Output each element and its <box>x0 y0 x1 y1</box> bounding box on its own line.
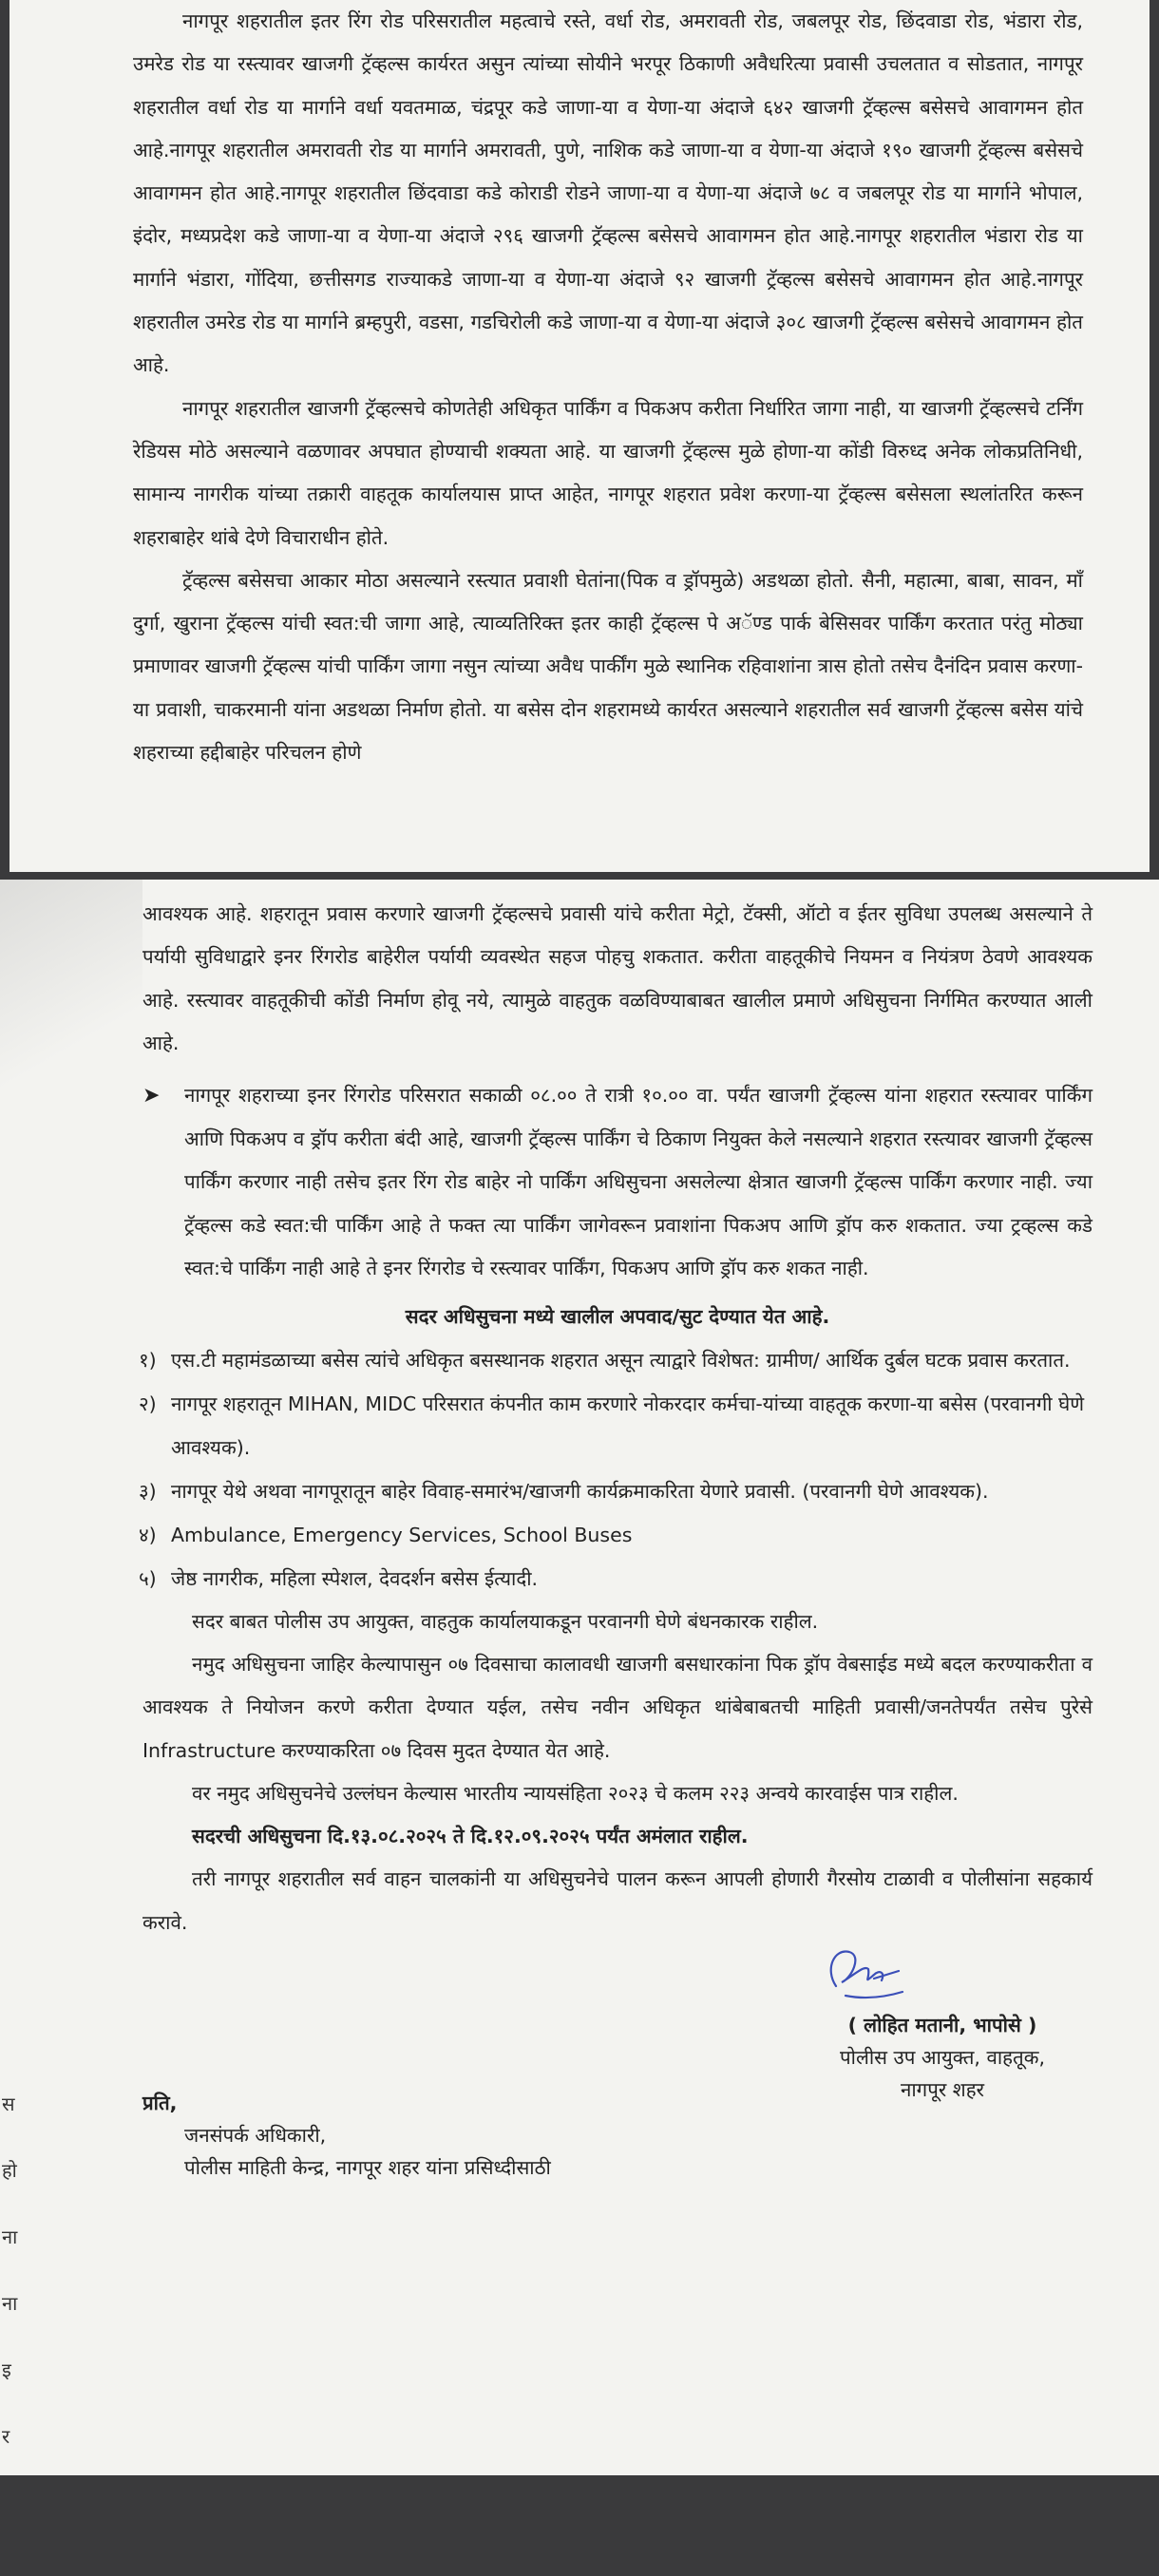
arrowhead-bullet-icon: ➤ <box>142 1084 161 1108</box>
margin-fragment: ना <box>2 2292 18 2315</box>
margin-fragment: इ <box>2 2358 11 2381</box>
signatory-details <box>840 2009 1045 2106</box>
exceptions-list <box>139 1338 1092 1601</box>
list-item-text: नागपूर शहरातून MIHAN, MIDC परिसरात कंपनीत काम करणारे नोकरदार कर्मचा-यांच्या वाहतूक करणा-या बसेस (परवानगी घेणे आवश्यक). <box>171 1392 1085 1459</box>
list-item-number: १) <box>139 1348 157 1372</box>
signatory-city: नागपूर शहर <box>901 2078 984 2102</box>
list-item-number: ३) <box>139 1479 157 1503</box>
recipient-line: पोलीस माहिती केन्द्र, नागपूर शहर यांना प्रसिध्दीसाठी <box>184 2156 551 2180</box>
paragraph-bus-routes: नागपूर शहरातील इतर रिंग रोड परिसरातील महत्वाचे रस्ते, वर्धा रोड, अमरावती रोड, जबलपूर रोड, छिंदवाडा रोड, भंडारा रोड, उमरेड रोड या रस्त्यावर खाजगी ट्रॅव्हल्स कार्यरत असुन त्यांच्या सोयीने भरपूर ठिकाणी अवैधरित्या प्रवासी उचलतात व सोडतात, नागपूर शहरातील वर्धा रोड या मार्गाने वर्धा यवतमाळ, चंद्रपूर कडे जाणा-या व येणा-या अंदाजे ६४२ खाजगी ट्रॅव्हल्स बसेसचे आवागमन होत आहे.नागपूर शहरातील अमरावती रोड या मार्गाने अमरावती, पुणे, नाशिक कडे जाणा-या व येणा-या अंदाजे १९० खाजगी ट्रॅव्हल्स बसेसचे आवागमन होत आहे.नागपूर शहरातील छिंदवाडा कडे कोराडी रोडने जाणा-या व येणा-या अंदाजे ७८ व जबलपूर रोड या मार्गाने भोपाल, इंदोर, मध्यप्रदेश कडे जाणा-या व येणा-या अंदाजे २९६ खाजगी ट्रॅव्हल्स बसेसचे आवागमन होत आहे.नागपूर शहरातील भंडारा रोड या मार्गाने भंडारा, गोंदिया, छत्तीसगड राज्याकडे जाणा-या व येणा-या अंदाजे ९२ खाजगी ट्रॅव्हल्स बसेसचे आवागमन होत आहे.नागपूर शहरातील उमरेड रोड या मार्गाने ब्रम्हपुरी, वडसा, गडचिरोली कडे जाणा-या व येणा-या अंदाजे ३०८ खाजगी ट्रॅव्हल्स बसेसचे आवागमन होत आहे. <box>133 9 1083 377</box>
exceptions-heading: सदर अधिसुचना मध्ये खालील अपवाद/सुट देण्यात येत आहे. <box>405 1304 830 1328</box>
handwritten-signature <box>808 1941 912 2007</box>
recipient-line: जनसंपर्क अधिकारी, <box>184 2124 327 2148</box>
margin-fragment: ना <box>2 2226 18 2248</box>
paragraph-penalty: वर नमुद अधिसुचनेचे उल्लंघन केल्यास भारतीय न्यायसंहिता २०२३ चे कलम २२३ अन्वये कारवाईस पात्र राहील. <box>192 1781 959 1805</box>
list-item-number: ४) <box>139 1523 157 1546</box>
document-page-1 <box>10 0 1150 872</box>
list-item <box>139 1469 1092 1513</box>
margin-fragment: र <box>2 2425 10 2448</box>
recipient-label: प्रति, <box>142 2092 178 2115</box>
paragraph-permission: सदर बाबत पोलीस उप आयुक्त, वाहतुक कार्यालयाकडून परवानगी घेणे बंधनकारक राहील. <box>192 1609 819 1633</box>
list-item-text: Ambulance, Emergency Services, School Buses <box>171 1523 633 1546</box>
document-page-2 <box>0 880 1159 2475</box>
margin-fragments <box>2 2071 17 2470</box>
signature-block <box>142 1944 1092 2102</box>
validity-statement: सदरची अधिसुचना दि.१३.०८.२०२५ ते दि.१२.०९.२०२५ पर्यंत अमंलात राहील. <box>192 1825 749 1848</box>
signatory-name: ( लोहित मतानी, भापोसे ) <box>847 2014 1037 2037</box>
bullet-text: नागपूर शहराच्या इनर रिंगरोड परिसरात सकाळी ०८.०० ते रात्री १०.०० वा. पर्यंत खाजगी ट्रॅव्हल्स यांना शहरात रस्त्यावर पार्किंग आणि पिकअप व ड्रॉप करीता बंदी आहे, खाजगी ट्रॅव्हल्स पार्किंग चे ठिकाण नियुक्त केले नसल्याने शहरात रस्त्यावर खाजगी ट्रॅव्हल्स पार्किंग करणार नाही तसेच इतर रिंग रोड बाहेर नो पार्किंग अधिसुचना असलेल्या क्षेत्रात खाजगी ट्रॅव्हल्स पार्किंग करणार नाही. ज्या ट्रॅव्हल्स कडे स्वत:ची पार्किंग आहे ते फक्त त्या पार्किंग जागेवरून प्रवाशांना पिकअप आणि ड्रॉप करु शकतात. ज्या ट्रव्हल्स कडे स्वत:चे पार्किंग नाही आहे ते इनर रिंगरोड चे रस्त्यावर पार्किंग, पिकअप आणि ड्रॉप करु शकत नाही. <box>184 1084 1092 1280</box>
signatory-title: पोलीस उप आयुक्त, वाहतूक, <box>839 2046 1045 2070</box>
list-item-number: ५) <box>139 1566 157 1590</box>
paragraph-parking-issue: नागपूर शहरातील खाजगी ट्रॅव्हल्सचे कोणतेही अधिकृत पार्किंग व पिकअप करीता निर्धारित जागा नाही, या खाजगी ट्रॅव्हल्सचे टर्निंग रेडियस मोठे असल्याने वळणावर अपघात होण्याची शक्यता आहे. या खाजगी ट्रॅव्हल्स मुळे होणा-या कोंडी विरुध्द अनेक लोकप्रतिनिधी, सामान्य नागरीक यांच्या तक्रारी वाहतूक कार्यालयास प्राप्त आहेत, नागपूर शहरात प्रवेश करणा-या ट्रॅव्हल्स बसेसला स्थलांतरित करून शहराबाहेर थांबे देणे विचाराधीन होते. <box>133 396 1083 549</box>
paragraph-bus-size: ट्रॅव्हल्स बसेसचा आकार मोठा असल्याने रस्त्यात प्रवाशी घेतांना(पिक व ड्रॉपमुळे) अडथळा होतो. सैनी, महात्मा, बाबा, सावन, माँ दुर्गा, खुराना ट्रॅव्हल्स यांची स्वत:ची जागा आहे, त्याव्यतिरिक्त इतर काही ट्रॅव्हल्स पे अॅण्ड पार्क बेसिसवर पार्किंग करतात परंतु मोठ्या प्रमाणावर खाजगी ट्रॅव्हल्स यांची पार्किंग जागा नसुन त्यांच्या अवैध पार्कींग मुळे स्थानिक रहिवाशांना त्रास होतो तसेच दैनंदिन प्रवास करणा-या प्रवाशी, चाकरमानी यांना अडथळा निर्माण होतो. या बसेस दोन शहरामध्ये कार्यरत असल्याने शहरातील सर्व खाजगी ट्रॅव्हल्स बसेस यांचे शहराच्या हद्दीबाहेर परिचलन होणे <box>133 568 1083 765</box>
paragraph-intro: आवश्यक आहे. शहरातून प्रवास करणारे खाजगी ट्रॅव्हल्सचे प्रवासी यांचे करीता मेट्रो, टॅक्सी, ऑटो व ईतर सुविधा उपलब्ध असल्याने ते पर्यायी सुविधाद्वारे इनर रिंगरोड बाहेरील पर्यायी व्यवस्थेत सहज पोहचु शकतात. करीता वाहतूकीचे नियमन व नियंत्रण ठेवणे आवश्यक आहे. रस्त्यावर वाहतूकीची कोंडी निर्माण होवू नये, त्यामुळे वाहतुक वळविण्याबाबत खालील प्रमाणे अधिसुचना निर्गमित करण्यात आली आहे. <box>142 902 1092 1054</box>
list-item <box>139 1338 1092 1382</box>
paragraph-request: तरी नागपूर शहरातील सर्व वाहन चालकांनी या अधिसुचनेचे पालन करून आपली होणारी गैरसोय टाळावी व पोलीसांना सहकार्य करावे. <box>142 1867 1092 1934</box>
margin-fragment: स <box>2 2093 15 2115</box>
list-item <box>139 1382 1092 1469</box>
list-item <box>139 1513 1092 1557</box>
list-item <box>139 1557 1092 1601</box>
list-item-text: नागपूर येथे अथवा नागपूरातून बाहेर विवाह-समारंभ/खाजगी कार्यक्रमाकरिता येणारे प्रवासी. (परवानगी घेणे आवश्यक). <box>171 1479 989 1503</box>
list-item-number: २) <box>139 1392 157 1415</box>
list-item-text: एस.टी महामंडळाच्या बसेस त्यांचे अधिकृत बसस्थानक शहरात असून त्याद्वारे विशेषत: ग्रामीण/ आर्थिक दुर्बल घटक प्रवास करतात. <box>171 1348 1071 1372</box>
margin-fragment: हो <box>2 2159 17 2182</box>
list-item-text: जेष्ठ नागरीक, महिला स्पेशल, देवदर्शन बसेस ईत्यादी. <box>171 1566 539 1590</box>
paragraph-grace-period: नमुद अधिसुचना जाहिर केल्यापासुन ०७ दिवसाचा कालावधी खाजगी बसधारकांना पिक ड्रॉप वेबसाईड मध्ये बदल करण्याकरीता व आवश्यक ते नियोजन करणे करीता देण्यात यईल, तसेच नवीन अधिकृत थांबेबाबतची माहिती प्रवासी/जनतेपर्यंत तसेच पुरेसे Infrastructure करण्याकरिता ०७ दिवस मुदत देण्यात येत आहे. <box>142 1652 1092 1762</box>
notification-bullet <box>142 1074 1092 1291</box>
